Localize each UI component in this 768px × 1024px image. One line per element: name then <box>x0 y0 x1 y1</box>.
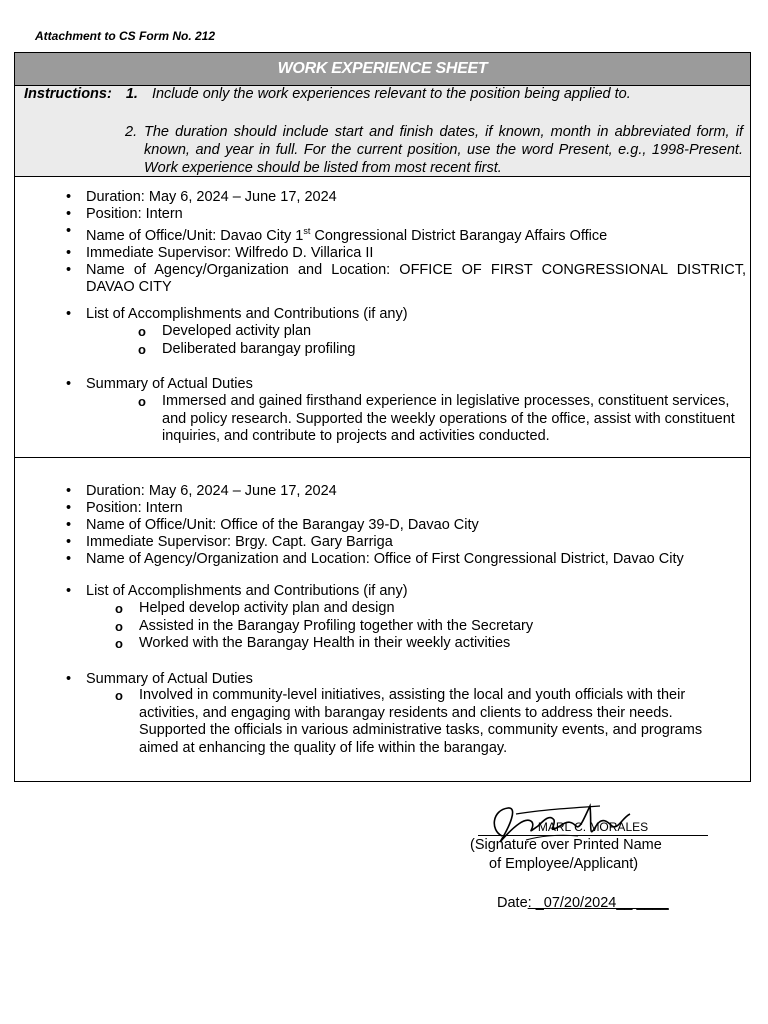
printed-name: MARL C. MORALES <box>478 820 708 836</box>
work-experience-sheet <box>14 52 751 782</box>
date-row <box>497 895 669 911</box>
list-item: o Helped develop activity plan and design <box>115 600 715 618</box>
attachment-label: Attachment to CS Form No. 212 <box>35 29 216 43</box>
entry-1-accomplishment-list <box>138 323 738 358</box>
entry-1-agency: • Name of Agency/Organization and Location: OFFICE OF FIRST CONGRESSIONAL DISTRICT, DAVAO CITY <box>66 262 746 296</box>
instructions-panel <box>15 86 750 177</box>
entry-1-duties-label: • Summary of Actual Duties <box>66 376 746 393</box>
signature-caption-2: of Employee/Applicant) <box>489 856 639 872</box>
sheet-title: WORK EXPERIENCE SHEET <box>15 53 750 86</box>
instruction-1-text: Include only the work experiences relevant to the position being applied to. <box>151 86 631 102</box>
entry-2-accomplishment-list <box>115 600 715 653</box>
list-item: o Developed activity plan <box>138 323 738 341</box>
entry-2-accomplishments <box>66 583 746 600</box>
entry-2-duties <box>66 671 746 688</box>
entry-1-office: • Name of Office/Unit: Davao City 1st Congressional District Barangay Affairs Office <box>66 223 746 245</box>
entry-1-accomplishments-label: • List of Accomplishments and Contributions (if any) <box>66 306 746 323</box>
entry-2-position: • Position: Intern <box>66 500 746 517</box>
list-item: o Immersed and gained firsthand experience in legislative processes, constituent services, and policy research. Supported the weekly operations of the office, assist with constituent inquiries, and contribute to projects and activities conducted. <box>138 393 736 446</box>
instruction-2-number: 2. <box>125 124 138 140</box>
instruction-2-text: The duration should include start and finish dates, if known, month in abbreviated form, if known, and year in full. For the current position, use the word Present, e.g., 1998-Present. Work experience should be listed from most recent first. <box>144 124 743 176</box>
instruction-1-number: 1. <box>125 86 138 102</box>
date-value: : _07/20/2024__ ____ <box>527 895 669 911</box>
entry-2-details <box>66 483 746 568</box>
list-item: o Deliberated barangay profiling <box>138 341 738 359</box>
signature-caption-1: (Signature over Printed Name <box>470 837 662 853</box>
instruction-2 <box>125 123 743 177</box>
entry-1-position: • Position: Intern <box>66 206 746 223</box>
entry-1-duties <box>66 376 746 393</box>
entry-2-supervisor: • Immediate Supervisor: Brgy. Capt. Gary Barriga <box>66 534 746 551</box>
entry-1-supervisor: • Immediate Supervisor: Wilfredo D. Villarica II <box>66 245 746 262</box>
list-item: o Involved in community-level initiatives, assisting the local and youth officials with their activities, and engaging with barangay residents and clients to address their needs. Supported the officials in various administrative tasks, community events, and programs aimed at enhancing the quality of life within the barangay. <box>115 687 743 757</box>
experience-entry-2 <box>15 458 750 782</box>
instruction-1 <box>24 86 631 102</box>
entry-1-duration: • Duration: May 6, 2024 – June 17, 2024 <box>66 189 746 206</box>
instructions-label: Instructions: <box>24 86 112 102</box>
entry-2-duration: • Duration: May 6, 2024 – June 17, 2024 <box>66 483 746 500</box>
entry-1-accomplishments <box>66 306 746 323</box>
list-item: o Assisted in the Barangay Profiling together with the Secretary <box>115 618 715 636</box>
entry-2-accomplishments-label: • List of Accomplishments and Contributions (if any) <box>66 583 746 600</box>
entry-2-agency: • Name of Agency/Organization and Location: Office of First Congressional District, Davao City <box>66 551 746 568</box>
experience-entry-1 <box>15 177 750 458</box>
entry-2-office: • Name of Office/Unit: Office of the Barangay 39-D, Davao City <box>66 517 746 534</box>
date-label: Date <box>497 895 528 911</box>
entry-2-duties-list <box>115 687 743 757</box>
entry-1-details <box>66 189 746 296</box>
entry-2-duties-label: • Summary of Actual Duties <box>66 671 746 688</box>
entry-1-duties-list <box>138 393 736 446</box>
list-item: o Worked with the Barangay Health in their weekly activities <box>115 635 715 653</box>
